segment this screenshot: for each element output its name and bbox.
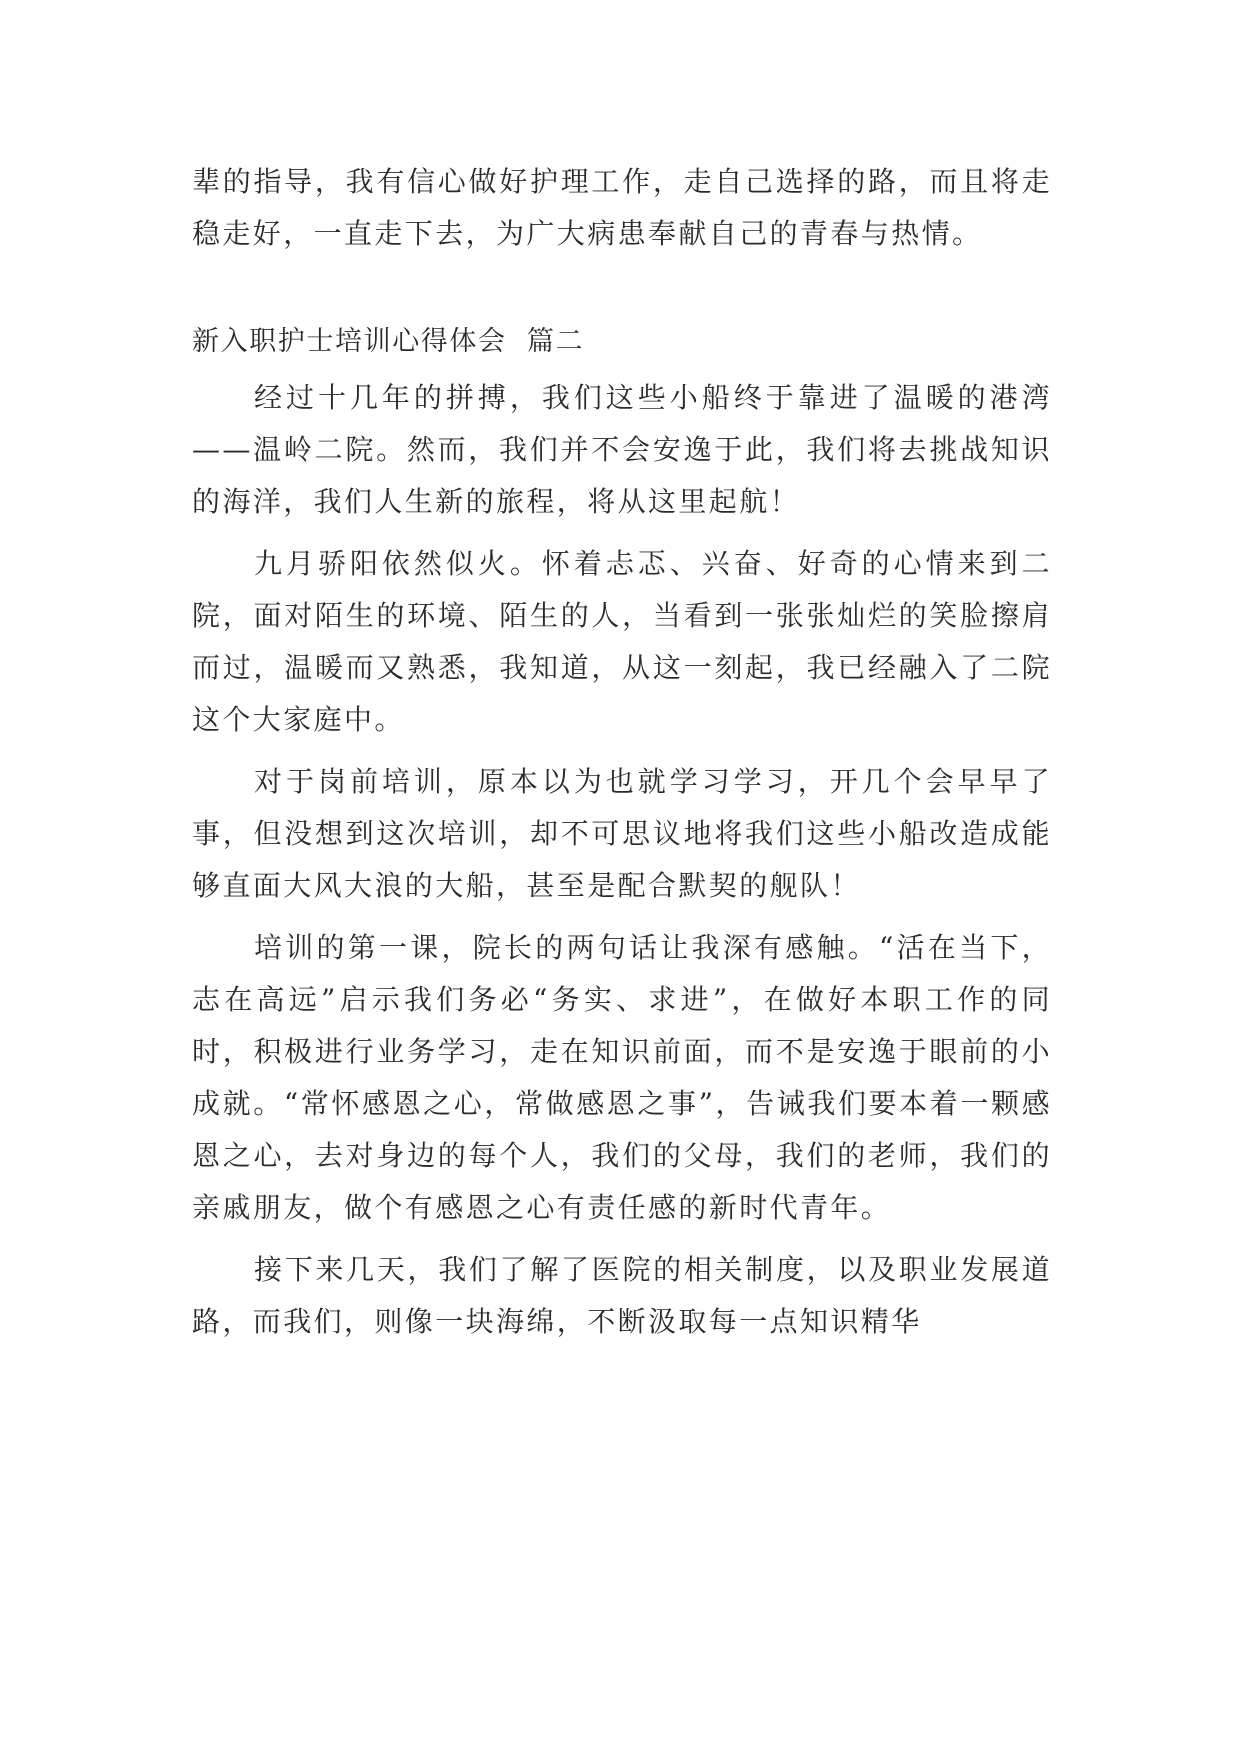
body-paragraph-2: 九月骄阳依然似火。怀着忐忑、兴奋、好奇的心情来到二院，面对陌生的环境、陌生的人，当看到一张张灿烂的笑脸擦肩而过，温暖而又熟悉，我知道，从这一刻起，我已经融入了二院这个大家庭中。 [192,547,1052,736]
document-body [192,156,1052,1358]
section-heading: 新入职护士培训心得体会 篇二 [192,326,585,357]
body-paragraph-5: 接下来几天，我们了解了医院的相关制度，以及职业发展道路，而我们，则像一块海绵，不断汲取每一点知识精华 [192,1253,1052,1338]
body-paragraph-4: 培训的第一课，院长的两句话让我深有感触。“活在当下，志在高远”启示我们务必“务实、求进”，在做好本职工作的同时，积极进行业务学习，走在知识前面，而不是安逸于眼前的小成就。“常怀感恩之心，常做感恩之事”，告诫我们要本着一颗感恩之心，去对身边的每个人，我们的父母，我们的老师，我们的亲戚朋友，做个有感恩之心有责任感的新时代青年。 [192,931,1052,1224]
body-paragraph-3: 对于岗前培训，原本以为也就学习学习，开几个会早早了事，但没想到这次培训，却不可思议地将我们这些小船改造成能够直面大风大浪的大船，甚至是配合默契的舰队！ [192,765,1052,902]
continued-paragraph: 辈的指导，我有信心做好护理工作，走自己选择的路，而且将走稳走好，一直走下去，为广大病患奉献自己的青春与热情。 [192,165,1052,250]
body-paragraph-1: 经过十几年的拼搏，我们这些小船终于靠进了温暖的港湾——温岭二院。然而，我们并不会安逸于此，我们将去挑战知识的海洋，我们人生新的旅程，将从这里起航！ [192,381,1052,518]
